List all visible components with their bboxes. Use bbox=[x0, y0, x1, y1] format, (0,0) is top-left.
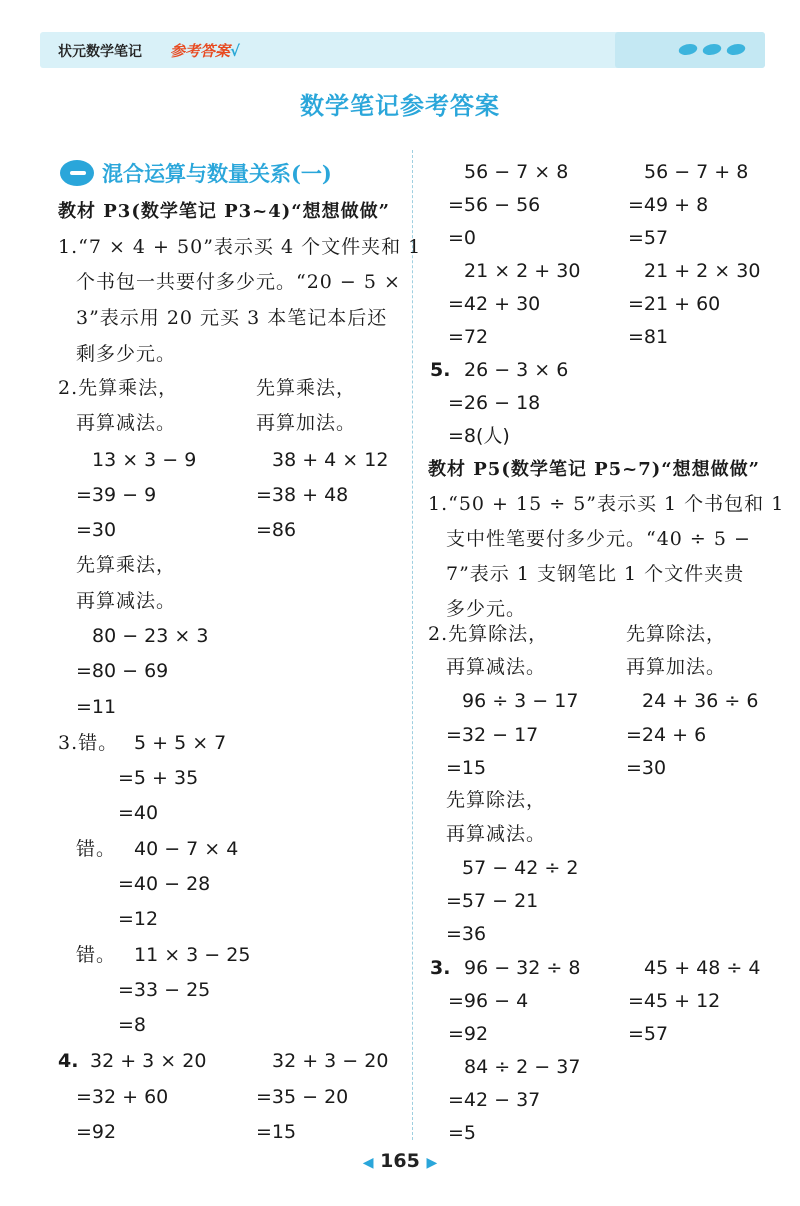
calc-step: =40 bbox=[118, 802, 159, 824]
answer-label: 5. bbox=[430, 359, 451, 381]
answer-label: 再算减法。 bbox=[76, 412, 177, 434]
subheading-left: 教材 P3(数学笔记 P3~4)“想想做做” bbox=[58, 201, 390, 222]
calc-step: =33 − 25 bbox=[118, 979, 211, 1001]
calc-step: =57 bbox=[628, 227, 669, 249]
expression: 45 + 48 ÷ 4 bbox=[644, 957, 761, 979]
calc-step: =56 − 56 bbox=[448, 194, 541, 216]
expression: 40 − 7 × 4 bbox=[134, 838, 239, 860]
expression: 96 − 32 ÷ 8 bbox=[464, 957, 581, 979]
calc-step: =35 − 20 bbox=[256, 1086, 349, 1108]
page-title: 数学笔记参考答案 bbox=[300, 92, 500, 120]
answer-label: 2.先算乘法， bbox=[58, 377, 179, 399]
section-heading bbox=[60, 158, 332, 188]
answer-line: 剩多少元。 bbox=[76, 343, 177, 365]
calc-step: =86 bbox=[256, 519, 297, 541]
calc-step: =42 + 30 bbox=[448, 293, 541, 315]
answer-label: 4. bbox=[58, 1050, 79, 1072]
answer-label: 再算加法。 bbox=[256, 412, 357, 434]
calc-step: =42 − 37 bbox=[448, 1089, 541, 1111]
header-section bbox=[170, 40, 240, 61]
answer-line: 1.“50 + 15 ÷ 5”表示买 1 个书包和 1 bbox=[428, 493, 785, 515]
answer-line: 1.“7 × 4 + 50”表示买 4 个文件夹和 1 bbox=[58, 236, 422, 258]
answer-label: 先算乘法， bbox=[76, 554, 177, 576]
page-header bbox=[40, 32, 765, 68]
calc-step: =11 bbox=[76, 696, 117, 718]
expression: 32 + 3 − 20 bbox=[272, 1050, 389, 1072]
answer-label: 再算减法。 bbox=[446, 656, 547, 678]
answer-line: 3”表示用 20 元买 3 本笔记本后还 bbox=[76, 307, 388, 329]
answer-label: 先算乘法， bbox=[256, 377, 357, 399]
calc-step: =12 bbox=[118, 908, 159, 930]
calc-step: =39 − 9 bbox=[76, 484, 157, 506]
calc-step: =21 + 60 bbox=[628, 293, 721, 315]
answer-label: 错。 bbox=[76, 838, 117, 860]
calc-step: =81 bbox=[628, 326, 669, 348]
answer-label: 3.错。 bbox=[58, 732, 119, 754]
calc-step: =80 − 69 bbox=[76, 660, 169, 682]
calc-step: =57 − 21 bbox=[446, 890, 539, 912]
calc-step: =15 bbox=[446, 757, 487, 779]
book-name: 状元数学笔记 bbox=[58, 44, 142, 60]
calc-step: =26 − 18 bbox=[448, 392, 541, 414]
answer-label: 先算除法， bbox=[626, 623, 727, 645]
expression: 5 + 5 × 7 bbox=[134, 732, 227, 754]
expression: 38 + 4 × 12 bbox=[272, 449, 389, 471]
calc-step: =0 bbox=[448, 227, 477, 249]
answer-label: 先算除法， bbox=[446, 789, 547, 811]
triangle-left-icon: ◀ bbox=[362, 1155, 374, 1171]
calc-step: =5 bbox=[448, 1122, 477, 1144]
answer-line: 7”表示 1 支钢笔比 1 个文件夹贵 bbox=[446, 563, 745, 585]
answer-label: 再算加法。 bbox=[626, 656, 727, 678]
calc-step: =32 + 60 bbox=[76, 1086, 169, 1108]
column-divider bbox=[412, 150, 413, 1140]
expression: 56 − 7 × 8 bbox=[464, 161, 569, 183]
dot-icon bbox=[701, 44, 723, 55]
expression: 84 ÷ 2 − 37 bbox=[464, 1056, 581, 1078]
calc-step: =49 + 8 bbox=[628, 194, 709, 216]
expression: 21 × 2 + 30 bbox=[464, 260, 581, 282]
calc-step: =38 + 48 bbox=[256, 484, 349, 506]
expression: 11 × 3 − 25 bbox=[134, 944, 251, 966]
expression: 56 − 7 + 8 bbox=[644, 161, 749, 183]
answer-label: 再算减法。 bbox=[446, 823, 547, 845]
calc-step: =92 bbox=[448, 1023, 489, 1045]
calc-step: =15 bbox=[256, 1121, 297, 1143]
dot-icon bbox=[725, 44, 747, 55]
answer-label: 错。 bbox=[76, 944, 117, 966]
calc-step: =5 + 35 bbox=[118, 767, 199, 789]
answer-line: 个书包一共要付多少元。“20 − 5 × bbox=[76, 271, 401, 293]
calc-step: =72 bbox=[448, 326, 489, 348]
calc-step: =45 + 12 bbox=[628, 990, 721, 1012]
answer-line: 支中性笔要付多少元。“40 ÷ 5 − bbox=[446, 528, 751, 550]
check-icon: √ bbox=[230, 42, 241, 60]
calc-step: =36 bbox=[446, 923, 487, 945]
expression: 80 − 23 × 3 bbox=[92, 625, 209, 647]
calc-step: =8(人) bbox=[448, 425, 510, 447]
calc-step: =30 bbox=[76, 519, 117, 541]
section-title: 混合运算与数量关系(一) bbox=[102, 161, 332, 186]
section-bubble-icon bbox=[60, 160, 94, 186]
calc-step: =40 − 28 bbox=[118, 873, 211, 895]
answer-label: 3. bbox=[430, 957, 451, 979]
page-number bbox=[0, 1150, 800, 1172]
expression: 96 ÷ 3 − 17 bbox=[462, 690, 579, 712]
calc-step: =8 bbox=[118, 1014, 147, 1036]
dot-icon bbox=[677, 44, 699, 55]
expression: 26 − 3 × 6 bbox=[464, 359, 569, 381]
expression: 13 × 3 − 9 bbox=[92, 449, 197, 471]
answer-line: 多少元。 bbox=[446, 598, 527, 620]
expression: 32 + 3 × 20 bbox=[90, 1050, 207, 1072]
triangle-right-icon: ▶ bbox=[426, 1155, 438, 1171]
calc-step: =96 − 4 bbox=[448, 990, 529, 1012]
page-number-label: 165 bbox=[380, 1150, 420, 1172]
expression: 24 + 36 ÷ 6 bbox=[642, 690, 759, 712]
header-section-label: 参考答案 bbox=[170, 42, 231, 60]
answer-label: 2.先算除法， bbox=[428, 623, 549, 645]
calc-step: =57 bbox=[628, 1023, 669, 1045]
answer-label: 再算减法。 bbox=[76, 590, 177, 612]
decor-dots bbox=[679, 44, 745, 55]
calc-step: =32 − 17 bbox=[446, 724, 539, 746]
calc-step: =30 bbox=[626, 757, 667, 779]
expression: 57 − 42 ÷ 2 bbox=[462, 857, 579, 879]
subheading-right: 教材 P5(数学笔记 P5~7)“想想做做” bbox=[428, 459, 760, 480]
calc-step: =24 + 6 bbox=[626, 724, 707, 746]
calc-step: =92 bbox=[76, 1121, 117, 1143]
expression: 21 + 2 × 30 bbox=[644, 260, 761, 282]
